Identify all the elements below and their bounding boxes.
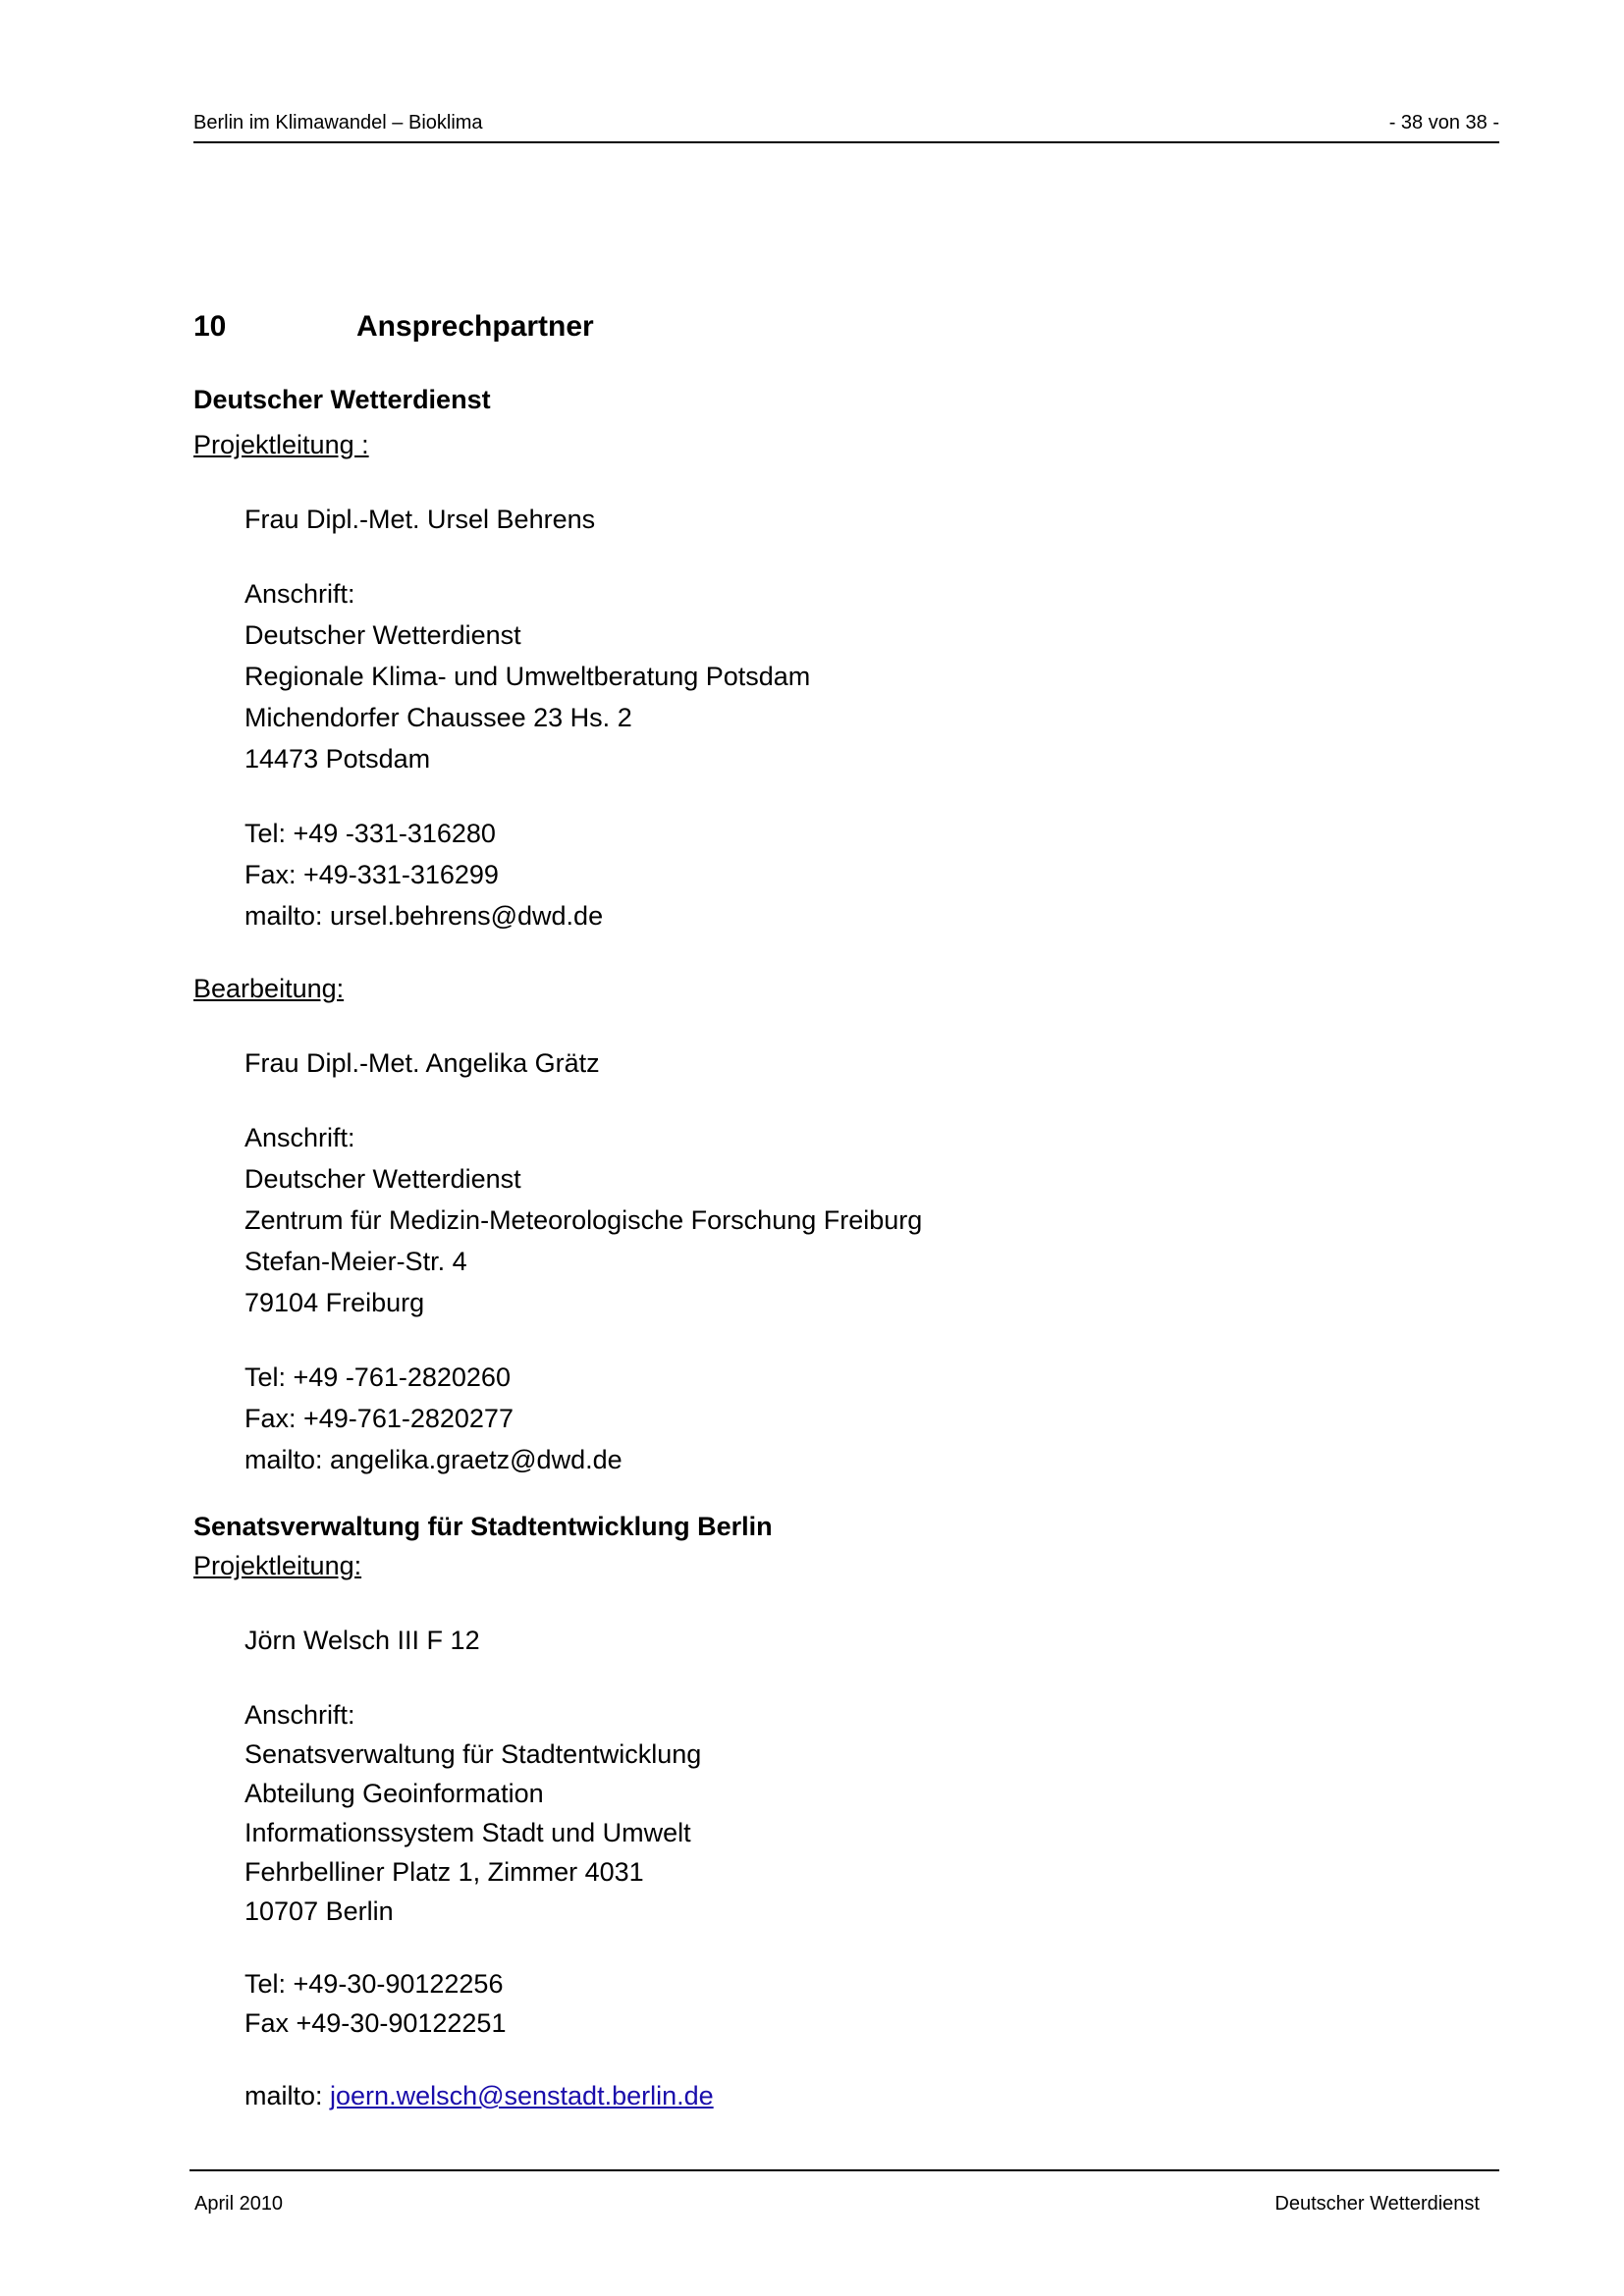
- address-line: 79104 Freiburg: [244, 1288, 425, 1317]
- address-line: Stefan-Meier-Str. 4: [244, 1247, 467, 1276]
- org-heading-dwd: Deutscher Wetterdienst: [193, 385, 491, 414]
- contact-name: Jörn Welsch III F 12: [244, 1626, 480, 1655]
- address-line: Deutscher Wetterdienst: [244, 620, 521, 650]
- role-projektleitung-senat: Projektleitung:: [193, 1551, 362, 1580]
- section-title: Ansprechpartner: [356, 310, 594, 343]
- address-line: Abteilung Geoinformation: [244, 1779, 544, 1808]
- email-prefix: mailto:: [244, 2081, 331, 2110]
- page-header: [193, 110, 1499, 143]
- address-line: Informationssystem Stadt und Umwelt: [244, 1818, 691, 1847]
- email: mailto: angelika.graetz@dwd.de: [244, 1445, 623, 1474]
- address-line: 14473 Potsdam: [244, 744, 431, 774]
- header-title: Berlin im Klimawandel – Bioklima: [193, 112, 483, 133]
- phone: Tel: +49 -761-2820260: [244, 1362, 511, 1392]
- email: mailto: ursel.behrens@dwd.de: [244, 901, 604, 931]
- address-label: Anschrift:: [244, 1123, 355, 1152]
- address-line: Deutscher Wetterdienst: [244, 1164, 521, 1194]
- address-line: Michendorfer Chaussee 23 Hs. 2: [244, 703, 632, 732]
- contact-name: Frau Dipl.-Met. Ursel Behrens: [244, 505, 596, 534]
- footer-date: April 2010: [194, 2193, 284, 2215]
- address-label: Anschrift:: [244, 579, 355, 609]
- header-page-number: - 38 von 38 -: [1388, 112, 1499, 133]
- fax: Fax +49-30-90122251: [244, 2008, 507, 2038]
- fax: Fax: +49-761-2820277: [244, 1404, 514, 1433]
- role-projektleitung-dwd: Projektleitung :: [193, 430, 369, 459]
- address-line: Senatsverwaltung für Stadtentwicklung: [244, 1739, 702, 1769]
- footer-org: Deutscher Wetterdienst: [1274, 2193, 1480, 2215]
- org-heading-senat: Senatsverwaltung für Stadtentwicklung Berlin: [193, 1512, 773, 1541]
- phone: Tel: +49-30-90122256: [244, 1969, 504, 1999]
- email-line: [244, 2075, 714, 2116]
- role-bearbeitung-dwd: Bearbeitung:: [193, 974, 345, 1003]
- contact-name: Frau Dipl.-Met. Angelika Grätz: [244, 1048, 600, 1078]
- address-line: Fehrbelliner Platz 1, Zimmer 4031: [244, 1857, 644, 1887]
- email-link[interactable]: joern.welsch@senstadt.berlin.de: [330, 2081, 714, 2110]
- address-line: Zentrum für Medizin-Meteorologische Forschung Freiburg: [244, 1205, 923, 1235]
- fax: Fax: +49-331-316299: [244, 860, 499, 889]
- address-line: Regionale Klima- und Umweltberatung Potsdam: [244, 662, 811, 691]
- page-footer: [189, 2169, 1499, 2215]
- address-line: 10707 Berlin: [244, 1896, 394, 1926]
- address-label: Anschrift:: [244, 1700, 355, 1730]
- phone: Tel: +49 -331-316280: [244, 819, 496, 848]
- section-number: 10: [193, 310, 227, 343]
